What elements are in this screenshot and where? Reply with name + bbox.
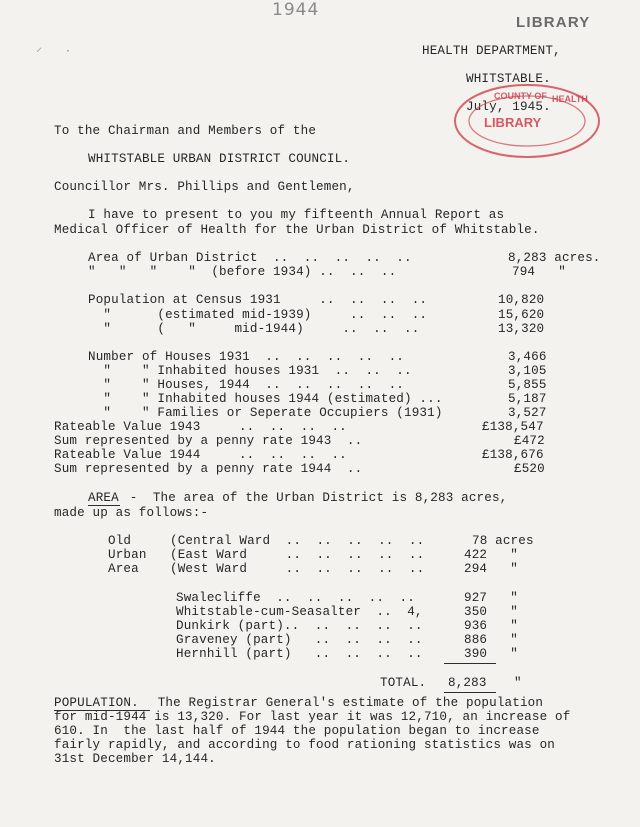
- houses-label: " " Houses, 1944 .. .. .. .. ..: [88, 378, 405, 392]
- population-census-label: Population at Census 1931 .. .. .. ..: [88, 293, 428, 307]
- stamp-top-text: COUNTY OF: [494, 91, 547, 101]
- parish-value: 927 ": [464, 591, 518, 605]
- total-rule-top: [444, 663, 496, 664]
- rates-value: £472: [514, 434, 545, 448]
- rates-value: £138,676: [482, 448, 544, 462]
- houses-label: Number of Houses 1931 .. .. .. .. ..: [88, 350, 405, 364]
- population-note-line-3: 610. In the last half of 1944 the population began to increase: [54, 724, 540, 738]
- rates-label: Sum represented by a penny rate 1944 ..: [54, 462, 363, 476]
- addressee-line: To the Chairman and Members of the: [54, 124, 317, 138]
- handwritten-year: 1944: [272, 0, 320, 20]
- parish-value: 390 ": [464, 647, 518, 661]
- library-label: LIBRARY: [516, 14, 591, 31]
- parish-name: Graveney (part) .. .. .. ..: [176, 633, 423, 647]
- parish-name: Hernhill (part) .. .. .. ..: [176, 647, 423, 661]
- area-value: 8,283 acres.: [508, 251, 601, 265]
- parish-name: Dunkirk (part).. .. .. .. ..: [176, 619, 423, 633]
- stamp-center-text: LIBRARY: [484, 115, 542, 130]
- population-1944-label: " ( " mid-1944) .. .. ..: [88, 322, 420, 336]
- houses-value: 3,527: [508, 406, 547, 420]
- town-heading: WHITSTABLE.: [466, 72, 551, 86]
- houses-label: " " Families or Seperate Occupiers (1931): [88, 406, 443, 420]
- ward-value: 78 acres: [472, 534, 534, 548]
- total-value: 8,283: [448, 676, 487, 690]
- department-heading: HEALTH DEPARTMENT,: [422, 44, 561, 58]
- area-section-line-2: made up as follows:-: [54, 506, 209, 520]
- houses-label: " " Inhabited houses 1944 (estimated) ...: [88, 392, 443, 406]
- side-label: Urban: [108, 548, 147, 562]
- houses-value: 3,105: [508, 364, 547, 378]
- side-label: Area: [108, 562, 139, 576]
- intro-line-1: I have to present to you my fifteenth Annual Report as: [88, 208, 505, 222]
- report-date: July, 1945.: [466, 100, 551, 114]
- ward-name: (Central Ward .. .. .. .. ..: [170, 534, 425, 548]
- ward-name: (West Ward .. .. .. .. ..: [170, 562, 425, 576]
- area-before-1934-label: " " " " (before 1934) .. .. ..: [88, 265, 397, 279]
- intro-line-2: Medical Officer of Health for the Urban District of Whitstable.: [54, 223, 540, 237]
- area-section-line-1: - The area of the Urban District is 8,283 acres,: [122, 491, 508, 505]
- area-section-heading: AREA: [88, 491, 119, 505]
- stamp-right-text: HEALTH: [552, 94, 588, 104]
- population-1944-value: 13,320: [498, 322, 545, 336]
- population-note-heading: POPULATION.: [54, 696, 139, 710]
- greeting: Councillor Mrs. Phillips and Gentlemen,: [54, 180, 355, 194]
- area-label: Area of Urban District .. .. .. .. ..: [88, 251, 412, 265]
- total-unit: ": [514, 676, 522, 690]
- population-note-line-1: The Registrar General's estimate of the population: [150, 696, 544, 710]
- rates-label: Rateable Value 1943 .. .. .. ..: [54, 420, 347, 434]
- area-before-1934-value: 794 ": [512, 265, 566, 279]
- rates-value: £138,547: [482, 420, 544, 434]
- parish-value: 886 ": [464, 633, 518, 647]
- rates-label: Sum represented by a penny rate 1943 ..: [54, 434, 363, 448]
- rates-value: £520: [514, 462, 545, 476]
- houses-value: 5,187: [508, 392, 547, 406]
- houses-value: 3,466: [508, 350, 547, 364]
- ward-value: 422 ": [464, 548, 518, 562]
- population-note-line-4: fairly rapidly, and according to food rationing statistics was on: [54, 738, 555, 752]
- parish-value: 350 ": [464, 605, 518, 619]
- council-name: WHITSTABLE URBAN DISTRICT COUNCIL.: [88, 152, 351, 166]
- population-1939-label: " (estimated mid-1939) .. .. ..: [88, 308, 428, 322]
- margin-mark-icon: ⸝: [36, 40, 43, 54]
- rates-label: Rateable Value 1944 .. .. .. ..: [54, 448, 347, 462]
- margin-tick-icon: ·: [66, 44, 70, 58]
- library-stamp: [452, 82, 602, 160]
- population-1939-value: 15,620: [498, 308, 545, 322]
- total-label: TOTAL.: [380, 676, 427, 690]
- population-census-value: 10,820: [498, 293, 545, 307]
- parish-name: Whitstable-cum-Seasalter .. 4,: [176, 605, 423, 619]
- total-rule-bottom: [444, 692, 496, 693]
- ward-name: (East Ward .. .. .. .. ..: [170, 548, 425, 562]
- parish-value: 936 ": [464, 619, 518, 633]
- houses-label: " " Inhabited houses 1931 .. .. ..: [88, 364, 412, 378]
- side-label: Old: [108, 534, 132, 548]
- population-note-line-2: for mid-1944 is 13,320. For last year it was 12,710, an increase of: [54, 710, 571, 724]
- parish-name: Swalecliffe .. .. .. .. ..: [176, 591, 415, 605]
- population-note-line-5: 31st December 14,144.: [54, 752, 216, 766]
- houses-value: 5,855: [508, 378, 547, 392]
- ward-value: 294 ": [464, 562, 518, 576]
